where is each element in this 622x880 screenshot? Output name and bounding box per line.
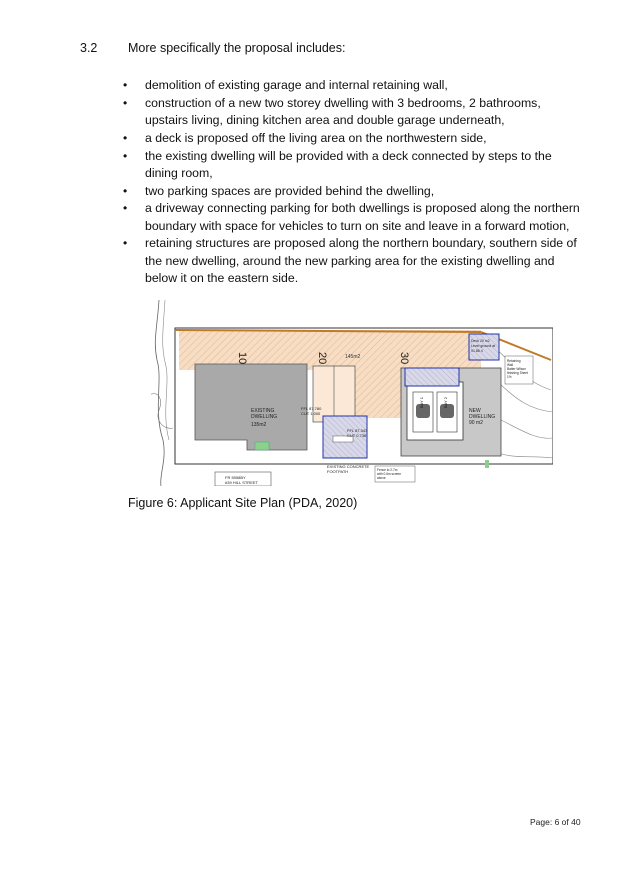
retaining-note: Retaining — [507, 359, 521, 363]
lot-number-label: 30 — [398, 352, 410, 365]
street-label: #39 HILL STREET — [225, 480, 258, 485]
street-label: FR 5958BY — [225, 475, 246, 480]
list-item: • demolition of existing garage and internal retaining wall, — [123, 77, 583, 94]
page-number: Page: 6 of 40 — [530, 817, 581, 827]
new-dwelling-label: DWELLING — [469, 414, 496, 420]
figure-caption: Figure 6: Applicant Site Plan (PDA, 2020) — [128, 496, 358, 510]
ffl-label: FFL 87.780 — [301, 406, 322, 411]
retaining-note: finishing Sheet — [507, 371, 528, 375]
bullet-icon: • — [123, 78, 128, 92]
list-item: • retaining structures are proposed along the northern boundary, southern side of the new dwelling, around the new parking area for the existing dwelling and below it on the eastern side. — [123, 236, 577, 285]
bullet-icon: • — [123, 236, 128, 251]
bullet-icon: • — [123, 130, 128, 145]
bullet-icon: • — [123, 201, 128, 216]
lot-number-label: 20 — [316, 352, 328, 365]
bullet-icon: • — [123, 95, 128, 110]
garage-bay-label: BAY 2 — [443, 397, 448, 408]
section-title: More specifically the proposal includes: — [128, 41, 346, 55]
bullet-icon: • — [123, 148, 128, 163]
deck-note: 91.88 4 — [471, 349, 483, 353]
fence-note: Fence to 2.7m — [377, 468, 398, 472]
fence-note: above — [377, 476, 386, 480]
fence-note: with 0.6m screen — [377, 472, 402, 476]
list-item: • two parking spaces are provided behind the dwelling, — [123, 183, 583, 200]
ffl-label: FFL 87.343 — [347, 428, 368, 433]
list-item: • a deck is proposed off the living area on the northwestern side, — [123, 130, 583, 147]
deck-note: Level ground at — [471, 344, 496, 348]
footpath-label: EXISTING CONCRETE — [327, 464, 370, 469]
new-dwelling-label: NEW — [469, 408, 481, 414]
retaining-note: Wall — [507, 363, 514, 367]
retaining-note: Batter Wilson — [507, 367, 526, 371]
area-label: 145m2 — [345, 354, 361, 360]
existing-dwelling-area: 135m2 — [251, 422, 267, 428]
retaining-note: 1% — [507, 375, 512, 379]
existing-dwelling-label: EXISTING — [251, 408, 275, 414]
lot-number-label: 10 — [236, 352, 248, 365]
bullet-icon: • — [123, 183, 128, 198]
deck-note: Deck 20 m2 — [471, 339, 490, 343]
footpath-label: FOOTPATH — [327, 469, 349, 474]
new-dwelling-area: 90 m2 — [469, 420, 483, 426]
garage-bay-label: BAY 1 — [419, 397, 424, 408]
ffl-label: CUT 0.736 — [347, 433, 367, 438]
list-item: • the existing dwelling will be provided with a deck connected by steps to the dining room, — [123, 148, 552, 180]
list-item: • construction of a new two storey dwelling with 3 bedrooms, 2 bathrooms, upstairs living, dining kitchen area and double garage underneath, — [123, 95, 541, 127]
section-number: 3.2 — [80, 41, 98, 55]
proposal-list — [123, 77, 583, 288]
ffl-label: CUT 1.000 — [301, 411, 321, 416]
site-plan-figure — [151, 300, 553, 486]
existing-dwelling-label: DWELLING — [251, 414, 278, 420]
list-item: • a driveway connecting parking for both dwellings is proposed along the northern boundary with space for vehicles to turn on site and leave in a forward motion, — [123, 201, 580, 233]
